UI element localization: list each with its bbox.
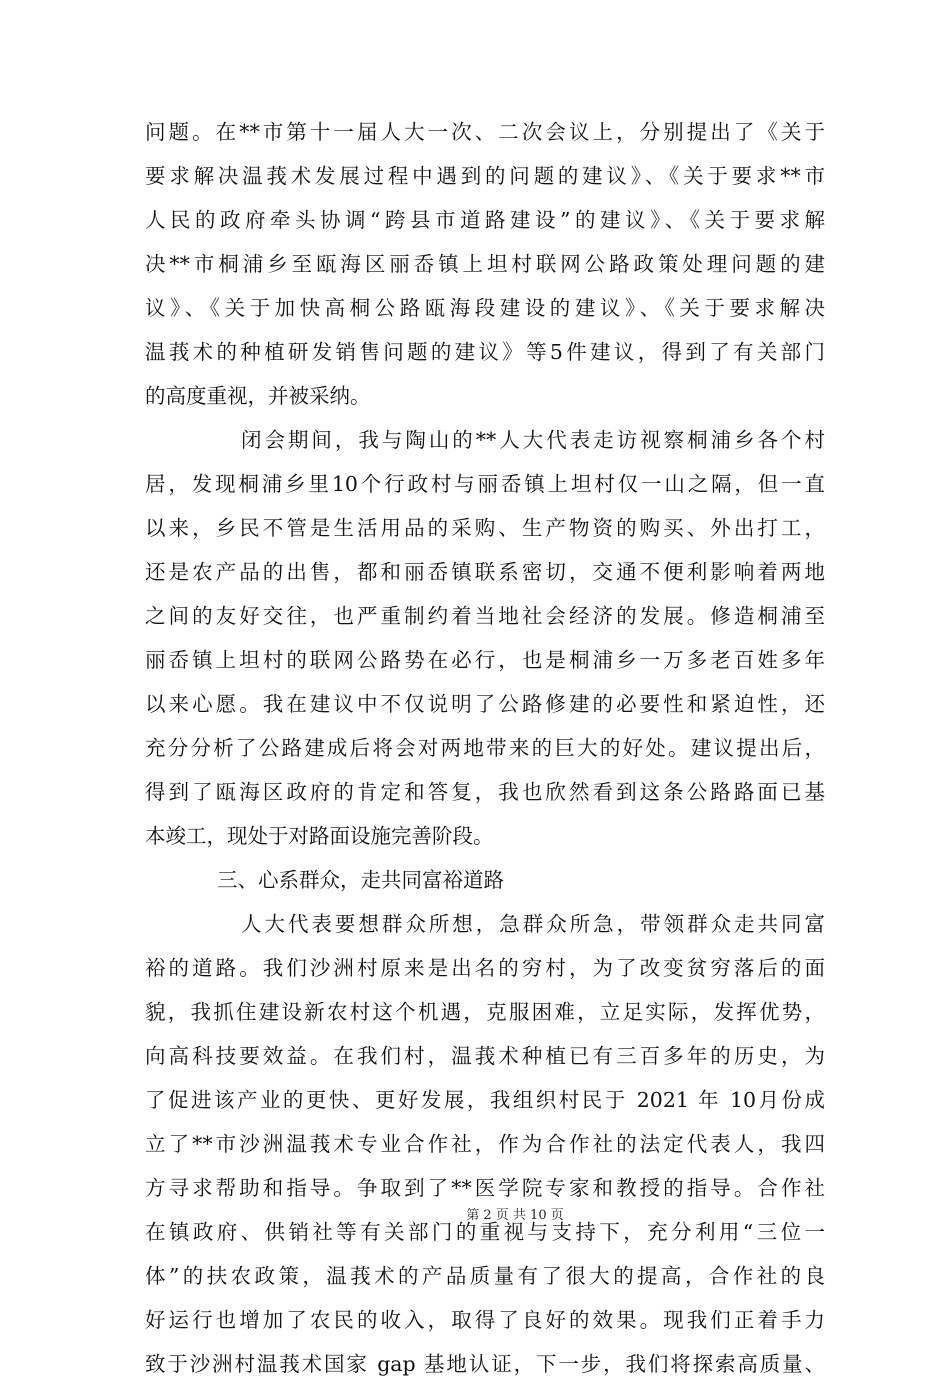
- text-line: 好运行也增加了农民的收入，取得了良好的效果。现我们正着手力: [145, 1308, 825, 1332]
- text-line: 丽岙镇上坦村的联网公路势在必行，也是桐浦乡一万多老百姓多年: [145, 648, 825, 672]
- text-line: 决**市桐浦乡至瓯海区丽岙镇上坦村联网公路政策处理问题的建: [145, 252, 825, 276]
- text-line: 问题。在**市第十一届人大一次、二次会议上，分别提出了《关于: [145, 120, 825, 144]
- text-line: 温莪术的种植研发销售问题的建议》等5件建议，得到了有关部门: [145, 340, 825, 364]
- text-line: 方寻求帮助和指导。争取到了**医学院专家和教授的指导。合作社: [145, 1176, 825, 1200]
- text-line: 了促进该产业的更快、更好发展，我组织村民于 2021 年 10月份成: [145, 1088, 825, 1112]
- page-number-footer: 第 2 页 共 10 页: [466, 1208, 564, 1223]
- text-line: 的高度重视，并被采纳。: [145, 384, 371, 408]
- text-line: 本竣工，现处于对路面设施完善阶段。: [145, 824, 494, 848]
- text-line: 体”的扶农政策，温莪术的产品质量有了很大的提高，合作社的良: [145, 1264, 825, 1288]
- text-line: 致于沙洲村温莪术国家 gap 基地认证，下一步，我们将探索高质量、: [145, 1352, 825, 1376]
- text-line: 之间的友好交往，也严重制约着当地社会经济的发展。修造桐浦至: [145, 604, 825, 628]
- text-line: 裕的道路。我们沙洲村原来是出名的穷村，为了改变贫穷落后的面: [145, 956, 825, 980]
- text-line: 得到了瓯海区政府的肯定和答复，我也欣然看到这条公路路面已基: [145, 780, 825, 804]
- text-line: 以来心愿。我在建议中不仅说明了公路修建的必要性和紧迫性，还: [145, 692, 825, 716]
- text-line: 向高科技要效益。在我们村，温莪术种植已有三百多年的历史，为: [145, 1044, 825, 1068]
- text-line: 还是农产品的出售，都和丽岙镇联系密切，交通不便利影响着两地: [145, 560, 825, 584]
- text-line: 立了**市沙洲温莪术专业合作社，作为合作社的法定代表人，我四: [145, 1132, 825, 1156]
- body-text: [145, 110, 825, 1386]
- text-line: 充分分析了公路建成后将会对两地带来的巨大的好处。建议提出后，: [145, 736, 825, 760]
- text-line: 要求解决温莪术发展过程中遇到的问题的建议》、《关于要求**市: [145, 164, 825, 188]
- paragraph-start: 人大代表要想群众所想，急群众所急，带领群众走共同富: [241, 912, 825, 936]
- text-line: 貌，我抓住建设新农村这个机遇，克服困难，立足实际，发挥优势，: [145, 1000, 825, 1024]
- text-line: 议》、《关于加快高桐公路瓯海段建设的建议》、《关于要求解决: [145, 296, 825, 320]
- paragraph-start: 闭会期间，我与陶山的**人大代表走访视察桐浦乡各个村: [241, 428, 825, 452]
- text-line: 在镇政府、供销社等有关部门的重视与支持下，充分利用“三位一: [145, 1220, 825, 1244]
- text-line: 以来，乡民不管是生活用品的采购、生产物资的购买、外出打工，: [145, 516, 825, 540]
- section-heading: 三、心系群众，走共同富裕道路: [217, 868, 504, 892]
- text-line: 居，发现桐浦乡里10个行政村与丽岙镇上坦村仅一山之隔，但一直: [145, 472, 825, 496]
- text-line: 人民的政府牵头协调“跨县市道路建设”的建议》、《关于要求解: [145, 208, 825, 232]
